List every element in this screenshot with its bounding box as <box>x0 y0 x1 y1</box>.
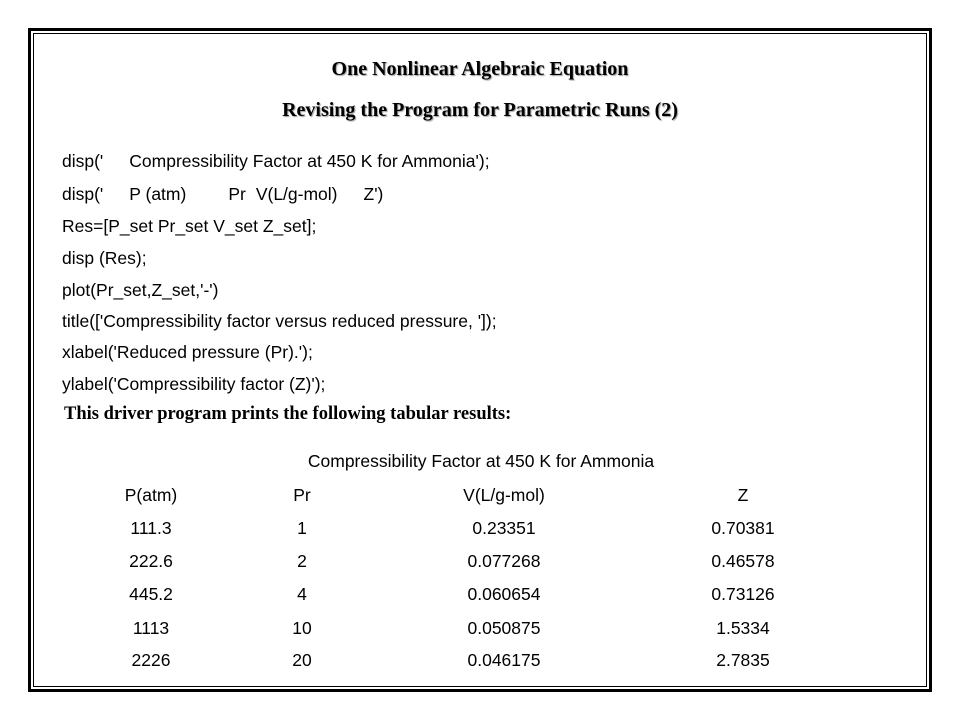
code-token: P (atm) <box>129 184 187 204</box>
table-cell: 1113 <box>132 618 170 638</box>
table-cell: 0.46578 <box>711 551 775 571</box>
code-line-8: ylabel('Compressibility factor (Z)'); <box>62 374 326 394</box>
table-cell: 0.70381 <box>711 518 775 538</box>
table-cell: 1 <box>297 518 307 538</box>
code-token: disp(' <box>62 184 104 204</box>
code-line-1 <box>62 151 490 171</box>
table-header-v: V(L/g-mol) <box>463 485 545 505</box>
table-cell: 2.7835 <box>716 650 770 670</box>
table-cell: 20 <box>292 650 312 670</box>
code-token: Z') <box>363 184 384 204</box>
table-cell: 1.5334 <box>716 618 770 638</box>
code-line-7: xlabel('Reduced pressure (Pr).'); <box>62 342 313 362</box>
table-cell: 0.060654 <box>467 584 541 604</box>
code-line-5: plot(Pr_set,Z_set,'-') <box>62 280 219 300</box>
table-cell: 0.73126 <box>711 584 775 604</box>
code-token: Pr <box>228 184 246 204</box>
table-cell: 222.6 <box>129 551 173 571</box>
table-cell: 4 <box>297 584 307 604</box>
table-cell: 2 <box>297 551 307 571</box>
table-cell: 0.23351 <box>472 518 536 538</box>
table-header-p: P(atm) <box>124 485 178 505</box>
slide-subtitle: Revising the Program for Parametric Runs (2) <box>282 99 678 121</box>
table-cell: 10 <box>292 618 312 638</box>
table-cell: 2226 <box>131 650 171 670</box>
results-note: This driver program prints the following tabular results: <box>64 404 512 424</box>
table-cell: 111.3 <box>130 518 172 538</box>
code-token: V(L/g-mol) <box>255 184 338 204</box>
code-token: Compressibility Factor at 450 K for Ammonia'); <box>129 151 490 171</box>
code-line-6: title(['Compressibility factor versus reduced pressure, ']); <box>62 311 497 331</box>
slide-title: One Nonlinear Algebraic Equation <box>331 58 629 80</box>
code-line-2 <box>62 184 383 204</box>
table-header-pr: Pr <box>293 485 311 505</box>
table-cell: 0.077268 <box>467 551 541 571</box>
code-line-3: Res=[P_set Pr_set V_set Z_set]; <box>62 216 317 236</box>
table-cell: 0.046175 <box>467 650 541 670</box>
code-line-4: disp (Res); <box>62 248 147 268</box>
table-header-z: Z <box>737 485 749 505</box>
table-cell: 445.2 <box>129 584 173 604</box>
table-caption: Compressibility Factor at 450 K for Ammonia <box>307 451 655 471</box>
table-cell: 0.050875 <box>467 618 541 638</box>
code-token: disp(' <box>62 151 104 171</box>
